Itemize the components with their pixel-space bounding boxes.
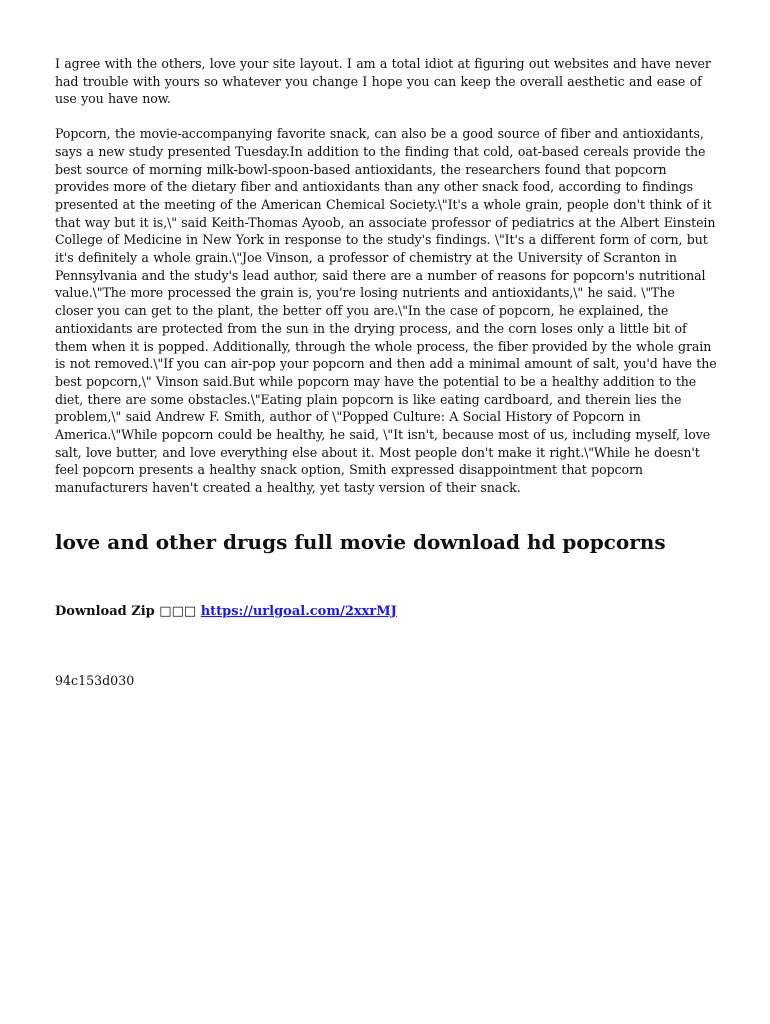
- download-arrows: □□□: [159, 604, 197, 619]
- hash-code: 94c153d030: [55, 673, 135, 688]
- document-page: [55, 55, 717, 688]
- comment-paragraph: I agree with the others, love your site layout. I am a total idiot at figuring out websites and have never had trouble with yours so whatever you change I hope you can keep the overall aesthetic and ease of use you have now.: [55, 56, 711, 107]
- article-paragraph: Popcorn, the movie-accompanying favorite snack, can also be a good source of fiber and antioxidants, says a new study presented Tuesday.In addition to the finding that cold, oat-based cereals provide the best source of morning milk-bowl-spoon-based antioxidants, the researchers found that popcorn provides more of the dietary fiber and antioxidants than any other snack food, according to findings presented at the meeting of the American Chemical Society.\"It's a whole grain, people don't think of it that way but it is,\" said Keith-Thomas Ayoob, an associate professor of pediatrics at the Albert Einstein College of Medicine in New York in response to the study's findings. \"It's a different form of corn, but it's definitely a whole grain.\"Joe Vinson, a professor of chemistry at the University of Scranton in Pennsylvania and the study's lead author, said there are a number of reasons for popcorn's nutritional value.\"The more processed the grain is, you're losing nutrients and antioxidants,\" he said. \"The closer you can get to the plant, the better off you are.\"In the case of popcorn, he explained, the antioxidants are protected from the sun in the drying process, and the corn loses only a little bit of them when it is popped. Additionally, through the whole process, the fiber provided by the whole grain is not removed.\"If you can air-pop your popcorn and then add a minimal amount of salt, you'd have the best popcorn,\" Vinson said.But while popcorn may have the potential to be a healthy addition to the diet, there are some obstacles.\"Eating plain popcorn is like eating cardboard, and therein lies the problem,\" said Andrew F. Smith, author of \"Popped Culture: A Social History of Popcorn in America.\"While popcorn could be healthy, he said, \"It isn't, because most of us, including myself, love salt, love butter, and love everything else about it. Most people don't make it right.\"While he doesn't feel popcorn presents a healthy snack option, Smith expressed disappointment that popcorn manufacturers haven't created a healthy, yet tasty version of their snack.: [55, 126, 717, 496]
- download-line: [55, 604, 397, 619]
- download-label: Download Zip: [55, 604, 155, 619]
- page-heading: love and other drugs full movie download hd popcorns: [55, 530, 666, 554]
- download-link[interactable]: https://urlgoal.com/2xxrMJ: [200, 604, 397, 619]
